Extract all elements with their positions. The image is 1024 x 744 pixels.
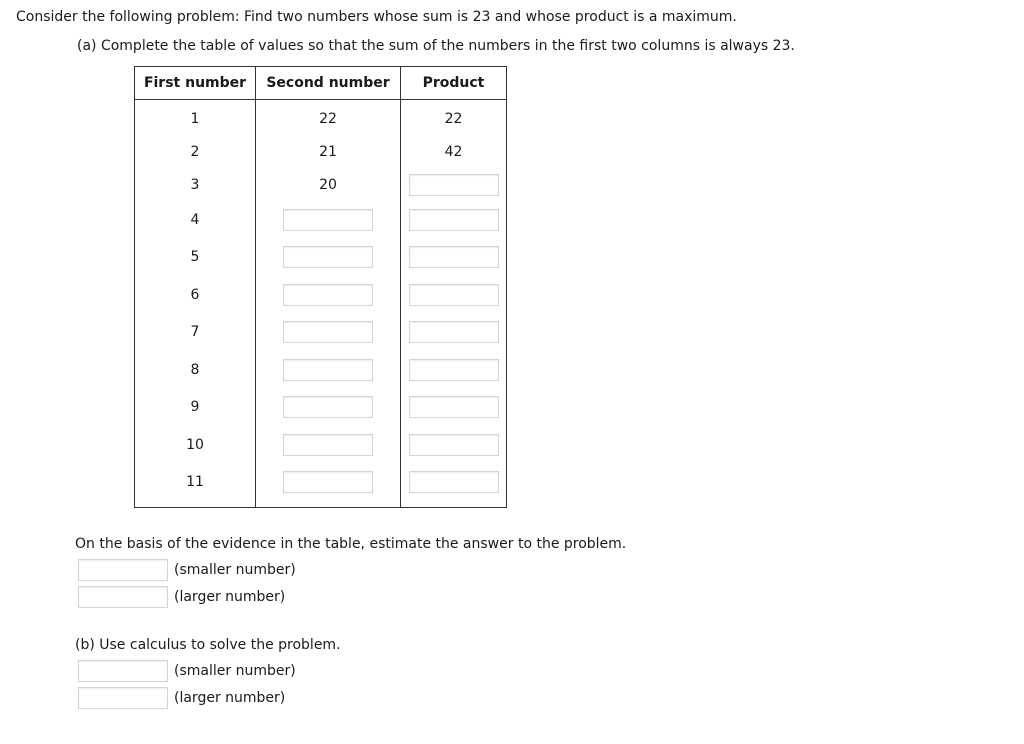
table-row <box>135 201 507 239</box>
product-cell <box>401 389 507 427</box>
product-input[interactable] <box>409 284 499 306</box>
second-number-cell <box>256 276 401 314</box>
product-input[interactable] <box>409 434 499 456</box>
product-input[interactable] <box>409 174 499 196</box>
part-b-smaller-number-input[interactable] <box>78 660 168 682</box>
product-cell <box>401 201 507 239</box>
header-product: Product <box>401 67 507 100</box>
second-number-input[interactable] <box>283 284 373 306</box>
table-row <box>135 351 507 389</box>
first-number-cell: 3 <box>135 168 256 201</box>
product-input[interactable] <box>409 209 499 231</box>
product-cell <box>401 464 507 508</box>
first-number-cell: 4 <box>135 201 256 239</box>
second-number-cell <box>256 426 401 464</box>
part-b-larger-label: (larger number) <box>174 690 286 706</box>
product-input[interactable] <box>409 471 499 493</box>
second-number-input[interactable] <box>283 396 373 418</box>
second-number-cell <box>256 314 401 352</box>
part-b-larger-number-input[interactable] <box>78 687 168 709</box>
table-row <box>135 135 507 168</box>
product-cell <box>401 276 507 314</box>
first-number-cell: 2 <box>135 135 256 168</box>
product-cell <box>401 239 507 277</box>
header-second-number: Second number <box>256 67 401 100</box>
part-a-smaller-label: (smaller number) <box>174 562 296 578</box>
part-b-smaller-label: (smaller number) <box>174 663 296 679</box>
second-number-input[interactable] <box>283 434 373 456</box>
table-row <box>135 314 507 352</box>
product-cell <box>401 426 507 464</box>
table-row <box>135 100 507 136</box>
product-cell <box>401 314 507 352</box>
second-number-cell <box>256 239 401 277</box>
first-number-cell: 8 <box>135 351 256 389</box>
product-input[interactable] <box>409 246 499 268</box>
first-number-cell: 6 <box>135 276 256 314</box>
part-a-instruction: (a) Complete the table of values so that the sum of the numbers in the first two columns is always 23. <box>77 38 795 54</box>
product-input[interactable] <box>409 359 499 381</box>
second-number-cell <box>256 389 401 427</box>
part-a-larger-number-input[interactable] <box>78 586 168 608</box>
part-a-smaller-row <box>78 558 296 582</box>
part-b-smaller-row <box>78 659 296 683</box>
problem-statement: Consider the following problem: Find two numbers whose sum is 23 and whose product is a maximum. <box>16 9 737 25</box>
values-table <box>134 66 507 508</box>
second-number-input[interactable] <box>283 209 373 231</box>
estimate-prompt: On the basis of the evidence in the table, estimate the answer to the problem. <box>75 536 627 552</box>
header-first-number: First number <box>135 67 256 100</box>
table-row <box>135 389 507 427</box>
second-number-cell: 21 <box>256 135 401 168</box>
product-cell <box>401 168 507 201</box>
first-number-cell: 7 <box>135 314 256 352</box>
first-number-cell: 11 <box>135 464 256 508</box>
table-row <box>135 168 507 201</box>
first-number-cell: 5 <box>135 239 256 277</box>
product-input[interactable] <box>409 396 499 418</box>
table-row <box>135 239 507 277</box>
part-a-larger-label: (larger number) <box>174 589 286 605</box>
second-number-cell <box>256 351 401 389</box>
part-a-smaller-number-input[interactable] <box>78 559 168 581</box>
second-number-cell <box>256 464 401 508</box>
second-number-input[interactable] <box>283 471 373 493</box>
table-row <box>135 426 507 464</box>
table-row <box>135 276 507 314</box>
part-b-larger-row <box>78 686 285 710</box>
first-number-cell: 10 <box>135 426 256 464</box>
second-number-input[interactable] <box>283 321 373 343</box>
part-a-larger-row <box>78 585 285 609</box>
product-cell: 42 <box>401 135 507 168</box>
part-b-instruction: (b) Use calculus to solve the problem. <box>75 637 341 653</box>
second-number-cell: 20 <box>256 168 401 201</box>
second-number-input[interactable] <box>283 359 373 381</box>
table-header-row <box>135 67 507 100</box>
product-cell <box>401 351 507 389</box>
second-number-cell: 22 <box>256 100 401 136</box>
table-row <box>135 464 507 508</box>
first-number-cell: 9 <box>135 389 256 427</box>
second-number-input[interactable] <box>283 246 373 268</box>
first-number-cell: 1 <box>135 100 256 136</box>
second-number-cell <box>256 201 401 239</box>
product-cell: 22 <box>401 100 507 136</box>
product-input[interactable] <box>409 321 499 343</box>
